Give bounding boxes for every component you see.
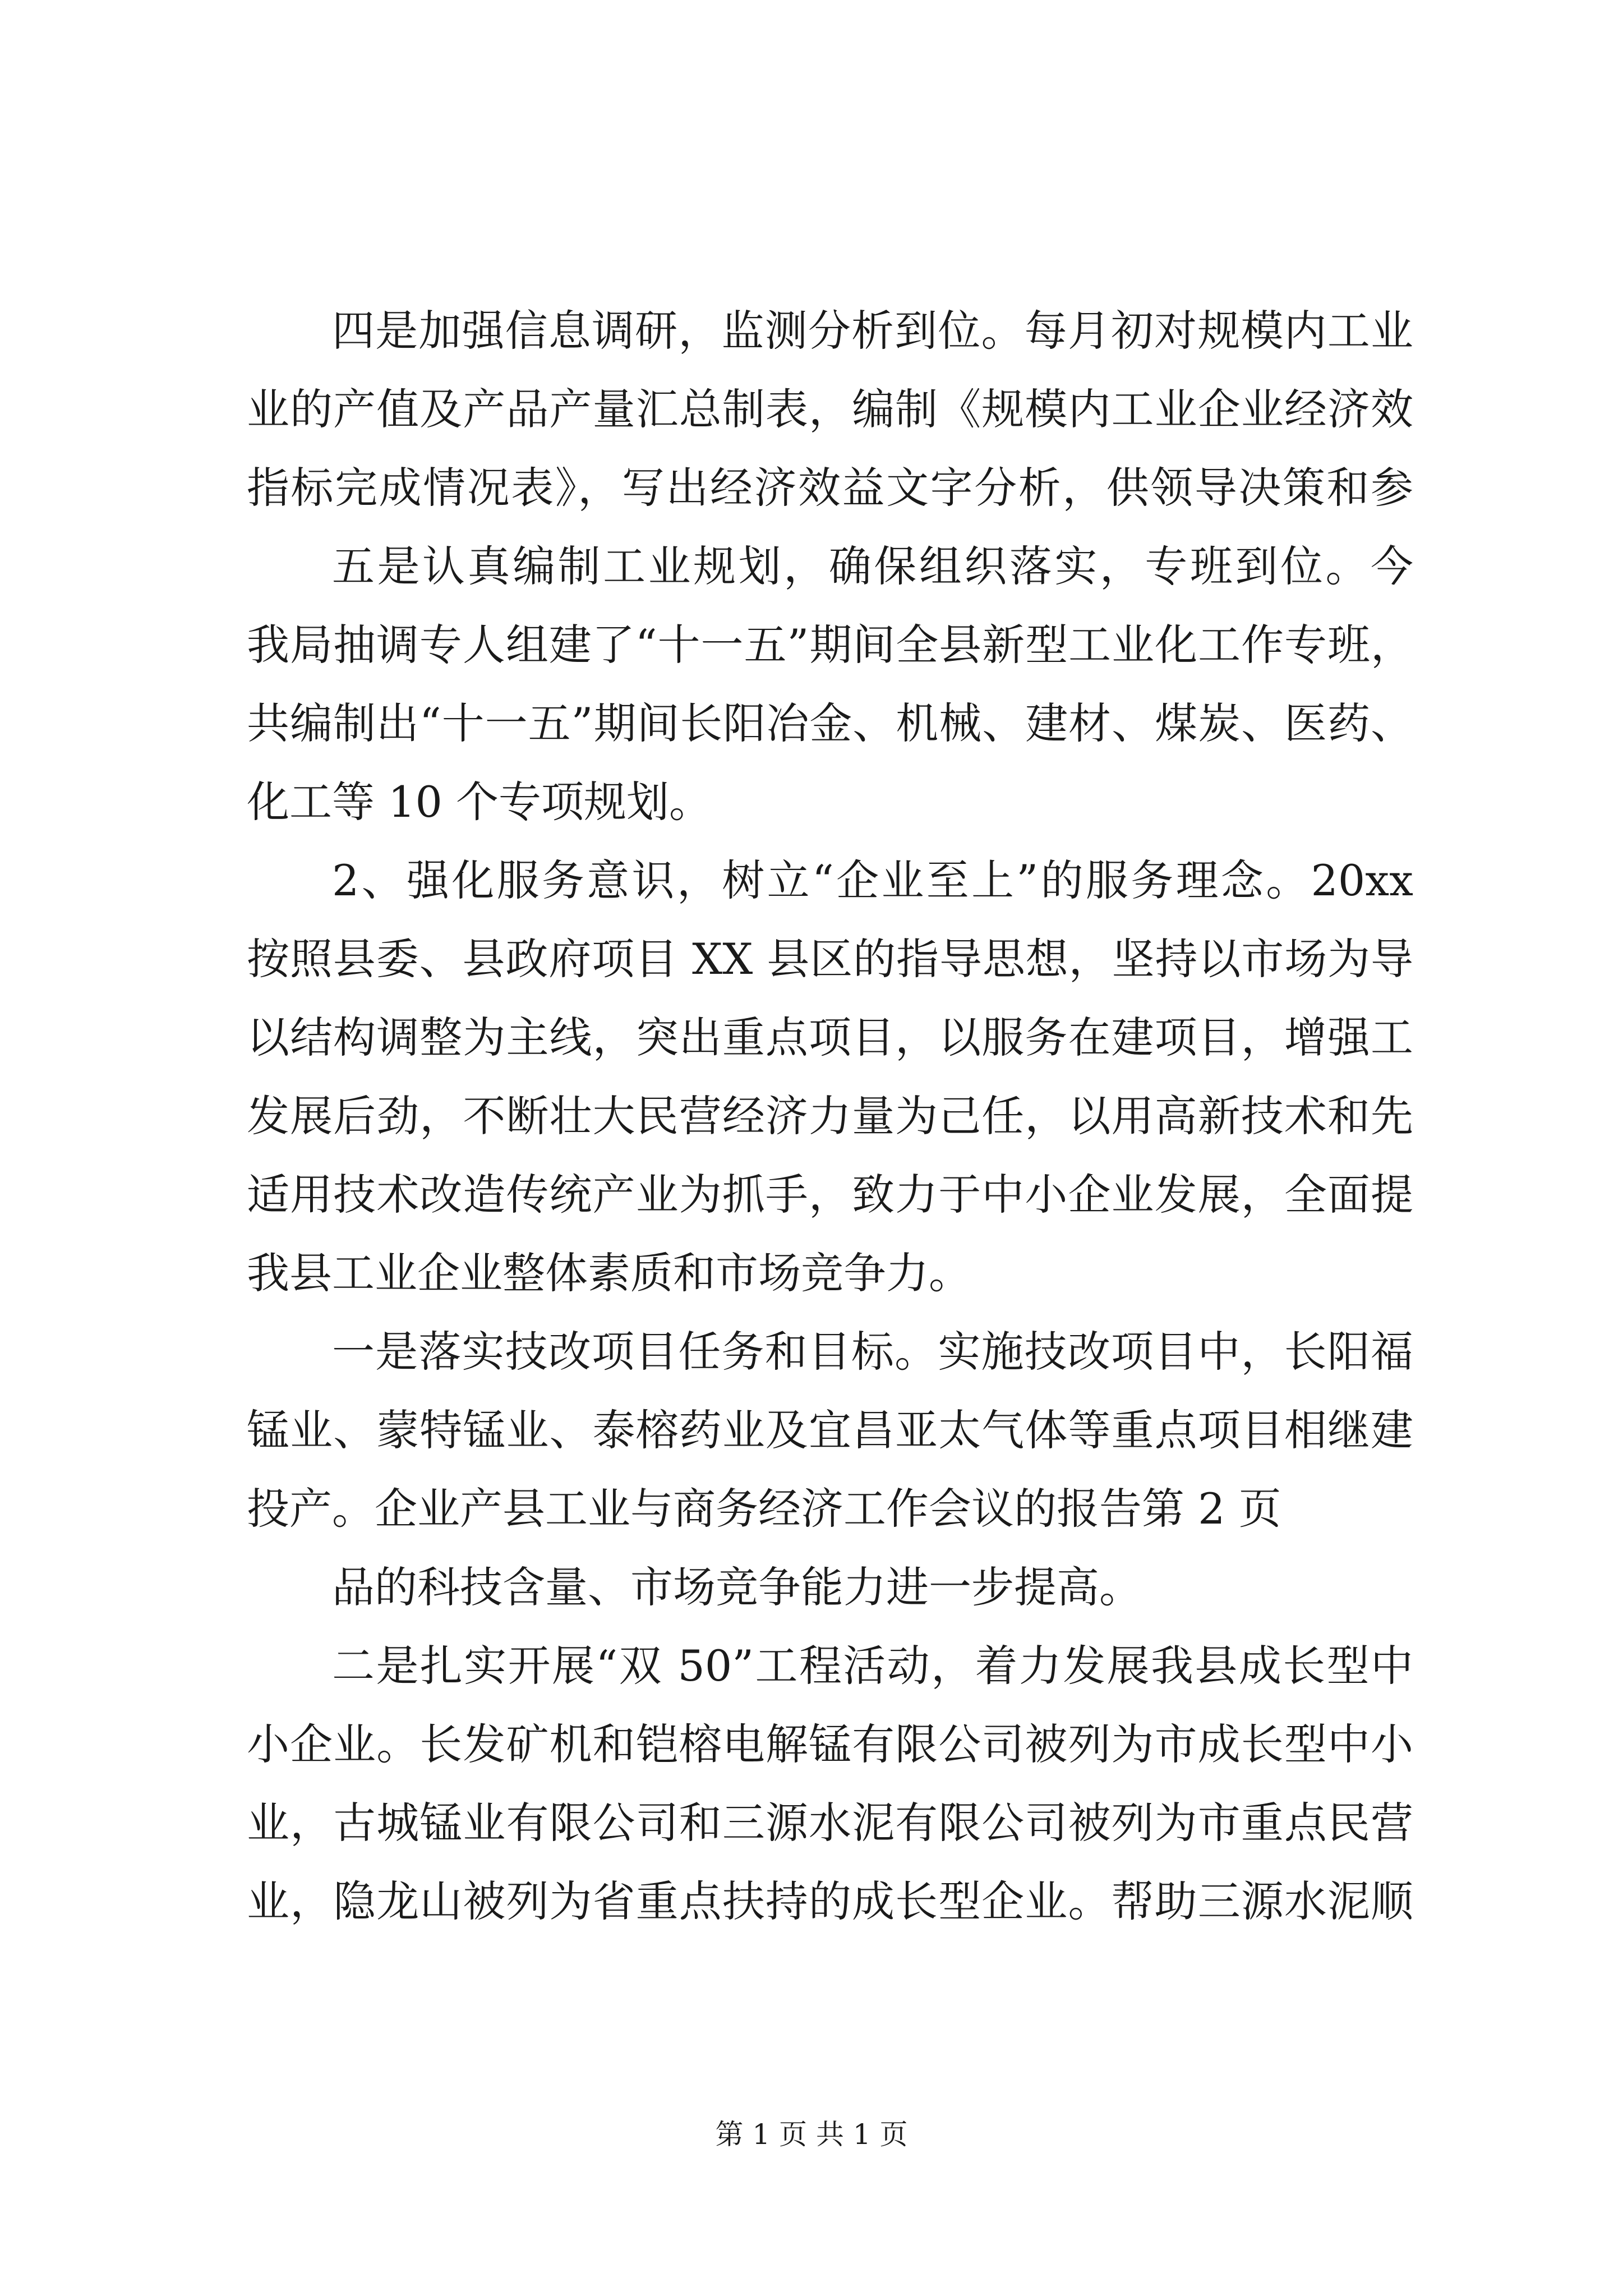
text-line: 发展后劲，不断壮大民营经济力量为己任，以用高新技术和先	[247, 1091, 1413, 1141]
text-line: 我局抽调专人组建了“十一五”期间全县新型工业化工作专班，	[247, 620, 1413, 670]
text-line: 业，隐龙山被列为省重点扶持的成长型企业。帮助三源水泥顺	[247, 1876, 1413, 1926]
text-line: 按照县委、县政府项目 XX 县区的指导思想，坚持以市场为导	[247, 934, 1413, 984]
text-line: 适用技术改造传统产业为抓手，致力于中小企业发展，全面提	[247, 1170, 1413, 1220]
text-line: 业，古城锰业有限公司和三源水泥有限公司被列为市重点民营	[247, 1798, 1413, 1848]
text-line: 指标完成情况表》，写出经济效益文字分析，供领导决策和参	[247, 463, 1413, 513]
text-line: 投产。企业产县工业与商务经济工作会议的报告第 2 页	[247, 1484, 1281, 1534]
text-line: 锰业、蒙特锰业、泰榕药业及宜昌亚太气体等重点项目相继建	[247, 1405, 1413, 1455]
text-line: 化工等 10 个专项规划。	[247, 777, 712, 827]
text-line: 小企业。长发矿机和铠榕电解锰有限公司被列为市成长型中小	[247, 1719, 1413, 1769]
text-line: 一是落实技改项目任务和目标。实施技改项目中，长阳福	[332, 1327, 1413, 1377]
text-line: 二是扎实开展“双 50”工程活动，着力发展我县成长型中	[332, 1641, 1413, 1691]
page-footer	[0, 2115, 1623, 2154]
text-line: 以结构调整为主线，突出重点项目，以服务在建项目，增强工	[247, 1013, 1413, 1062]
text-line: 五是认真编制工业规划，确保组织落实，专班到位。今	[332, 541, 1413, 591]
text-line: 共编制出“十一五”期间长阳冶金、机械、建材、煤炭、医药、	[247, 698, 1413, 748]
text-line: 品的科技含量、市场竞争能力进一步提高。	[332, 1562, 1142, 1612]
text-line: 2、强化服务意识，树立“企业至上”的服务理念。20xx	[332, 855, 1413, 905]
text-line: 业的产值及产品产量汇总制表，编制《规模内工业企业经济效	[247, 384, 1413, 434]
text-line: 我县工业企业整体素质和市场竞争力。	[247, 1248, 971, 1298]
text-line: 四是加强信息调研，监测分析到位。每月初对规模内工业	[332, 306, 1413, 356]
page-number-label: 第 1 页 共 1 页	[715, 2118, 908, 2151]
